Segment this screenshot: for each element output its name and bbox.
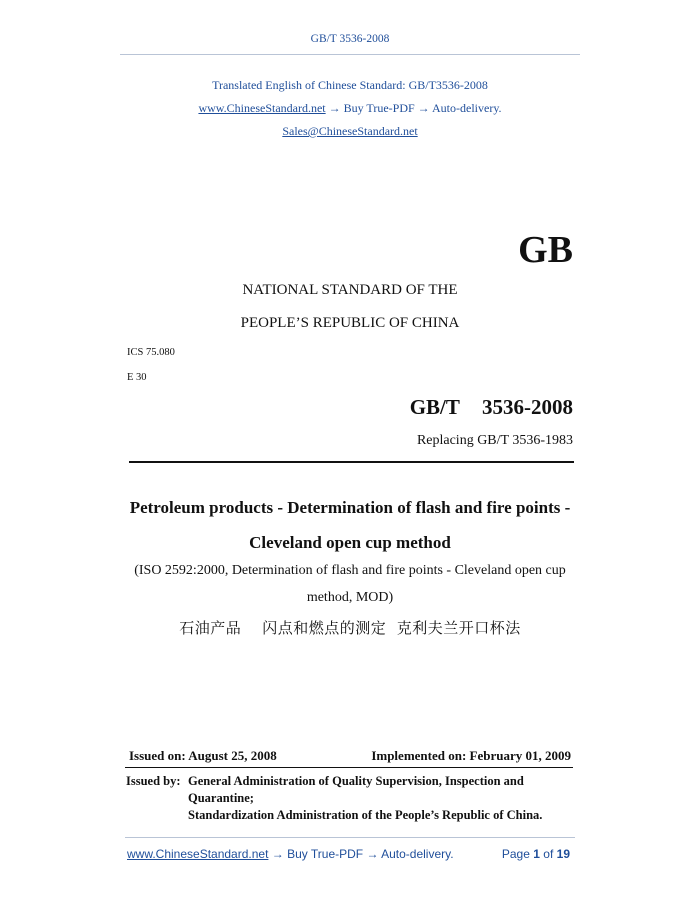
page-label: Page — [501, 847, 530, 861]
purchase-line — [0, 101, 700, 116]
chinese-title: 石油产品 闪点和燃点的测定 克利夫兰开口杯法 — [179, 619, 521, 637]
page-of: of — [543, 847, 554, 861]
title-divider — [129, 461, 574, 463]
iso-reference-line2: method, MOD) — [306, 590, 394, 605]
implemented-on: Implemented on: February 01, 2009 — [371, 748, 571, 763]
iso-reference-line1: (ISO 2592:2000, Determination of flash and fire points - Cleveland open cup — [134, 563, 566, 578]
site-link[interactable]: www.ChineseStandard.net — [198, 101, 326, 115]
issued-by-line1: General Administration of Quality Supervision, Inspection and — [188, 774, 524, 788]
gb-mark: GB — [518, 229, 573, 271]
footer-purchase-line — [127, 847, 454, 861]
issued-by-label: Issued by: — [126, 774, 181, 788]
ics-code: ICS 75.080 — [127, 347, 175, 358]
document-title-line1: Petroleum products - Determination of flash and fire points - — [129, 498, 571, 517]
national-standard-line2: PEOPLE’S REPUBLIC OF CHINA — [240, 315, 460, 331]
issued-by-line3: Standardization Administration of the People’s Republic of China. — [188, 808, 543, 822]
page-indicator — [502, 847, 570, 861]
footer-buy-text: → Buy True-PDF → Auto-delivery. — [268, 847, 454, 861]
document-title-line2: Cleveland open cup method — [249, 533, 451, 552]
footer-divider — [125, 837, 575, 838]
email-line — [0, 124, 700, 139]
standard-number: GB/T 3536-2008 — [409, 395, 573, 419]
header-divider — [120, 54, 580, 55]
page-total: 19 — [556, 847, 570, 861]
dates-divider — [125, 767, 573, 768]
header-doc-id: GB/T 3536-2008 — [310, 33, 390, 45]
issued-on: Issued on: August 25, 2008 — [129, 748, 277, 763]
page-current: 1 — [533, 847, 540, 861]
translated-notice: Translated English of Chinese Standard: GB/T3536-2008 — [212, 78, 488, 92]
national-standard-line1: NATIONAL STANDARD OF THE — [242, 282, 458, 298]
replacing-note: Replacing GB/T 3536-1983 — [416, 433, 573, 448]
ccs-code: E 30 — [127, 372, 147, 383]
buy-text: → Buy True-PDF → Auto-delivery. — [325, 101, 502, 115]
email-link[interactable]: Sales@ChineseStandard.net — [282, 124, 418, 138]
footer-site-link[interactable]: www.ChineseStandard.net — [127, 847, 269, 861]
issued-by-line2: Quarantine; — [188, 791, 254, 805]
